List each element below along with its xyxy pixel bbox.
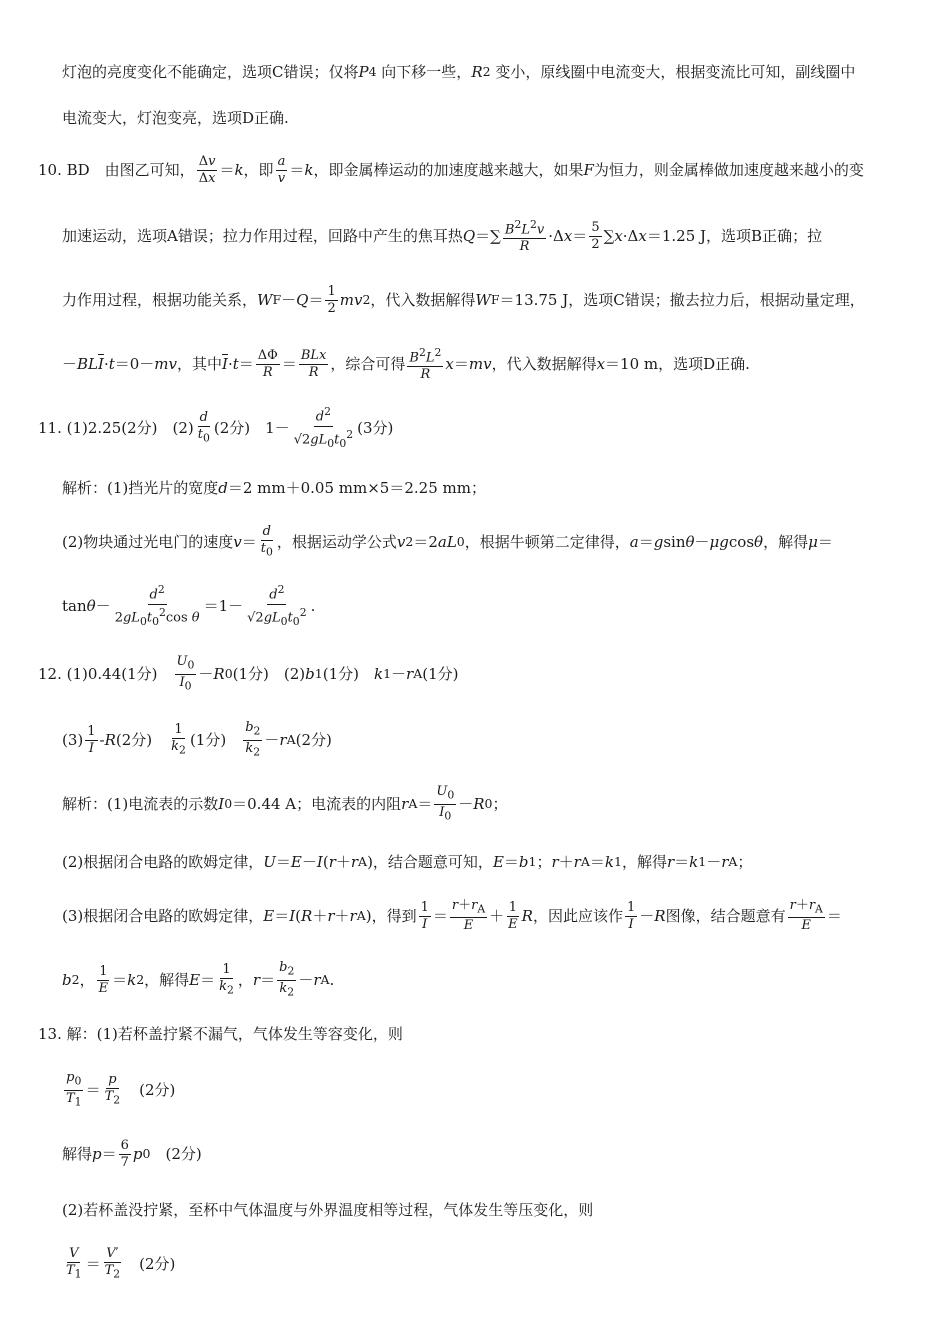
text-line-1: 灯泡的亮度变化不能确定，选项C错误；仅将 P 4 向下移一些， R 2 变小，原线圈中电流变大，根据变流比可知，副线圈中 — [62, 63, 856, 81]
text-line-3: 10. BD 由图乙可知， $\frac{\Delta v}{\Delta x}$ ＝ k ，即 $\frac{a}{v}$ ＝ k ，即金属棒运动的加速度越来越大，如果 F 为恒力，则金属棒做加速度越来越小的变 — [38, 153, 864, 186]
text-line-14: (2)根据闭合电路的欧姆定律， U ＝ E － I ( r ＋ r A )，结合题意可知， E ＝ b 1 ； r ＋ r A ＝ k 1 ，解得 r ＝ k 1 － r A ； — [62, 853, 753, 871]
text-line-4: 加速运动，选项A错误；拉力作用过程，回路中产生的焦耳热 Q ＝∑ $\frac{B^2L^2v}{R}$ ·Δ x ＝ $\frac{5}{2}$ ∑ x ·Δ x ＝1.25 J，选项B正确；拉 — [62, 217, 823, 255]
text-line-5: 力作用过程，根据功能关系， W F － Q ＝ $\frac{1}{2}$ mv 2 ，代入数据解得 W F ＝13.75 J，选项C错误；撤去拉力后，根据动量定理， — [62, 283, 865, 316]
text-line-2: 电流变大，灯泡变亮，选项D正确. — [62, 109, 289, 127]
text-line-9: (2)物块通过光电门的速度 v ＝ $\frac{d}{t_0}$ ，根据运动学公式 v 2 ＝2 aL 0 ，根据牛顿第二定律得， a ＝ g sin θ － μg cos θ ，解得 μ ＝ — [62, 523, 833, 559]
text-line-18: $\frac{p_0}{T_1}$ ＝ $\frac{p}{T_2}$ (2分) — [66, 1069, 176, 1109]
text-line-20: (2)若杯盖没拧紧，至杯中气体温度与外界温度相等过程，气体发生等压变化，则 — [62, 1201, 594, 1219]
text-line-21: $\frac{V}{T_1}$ ＝ $\frac{V'}{T_2}$ (2分) — [66, 1245, 176, 1281]
text-line-17: 13. 解：(1)若杯盖拧紧不漏气，气体发生等容变化，则 — [38, 1025, 403, 1043]
text-line-10: tan θ － $\frac{d^2}{2gL_0t_0^2\cos \theta}$ ＝1－ $\frac{d^2}{√2gL_0t_0^2}$ . — [62, 583, 316, 628]
text-line-13: 解析：(1)电流表的示数 I 0 ＝0.44 A；电流表的内阻 r A ＝ $\frac{U_0}{I_0}$ － R 0 ； — [62, 783, 508, 823]
text-line-11: 12. (1)0.44(1分) $\frac{U_0}{I_0}$ － R 0 (1分) (2) b 1 (1分) k 1 － r A (1分) — [38, 653, 459, 693]
text-line-16: b 2 ， $\frac{1}{E}$ ＝ k 2 ，解得 E ＝ $\frac{1}{k_2}$ ， r ＝ $\frac{b_2}{k_2}$ － r A . — [62, 959, 335, 999]
text-line-12: (3) $\frac{1}{I}$ - R (2分) $\frac{1}{k_2}$ (1分) $\frac{b_2}{k_2}$ － r A (2分) — [62, 719, 332, 759]
text-line-15: (3)根据闭合电路的欧姆定律， E ＝ I ( R ＋ r ＋ r A )，得到 $\frac{1}{I}$ ＝ $\frac{r+r_A}{E}$ ＋ $\frac{1}{E}$ R ，因此应该作 $\frac{1}{I}$ － R 图像，结合题意有 $\frac{r+r_A}{E}$ ＝ — [62, 897, 842, 934]
text-line-19: 解得 p ＝ $\frac{6}{7}$ p 0 (2分) — [62, 1137, 202, 1170]
text-line-8: 解析：(1)挡光片的宽度 d ＝2 mm＋0.05 mm×5＝2.25 mm； — [62, 479, 486, 497]
text-line-7: 11. (1)2.25(2分) (2) $\frac{d}{t_0}$ (2分) 1－ $\frac{d^2}{√2gL_0t_0^2}$ (3分) — [38, 405, 394, 450]
text-line-6: － BL $\overline{I}$ · t ＝0－ mv ，其中 $\overline{I}$ · t ＝ $\frac{\Delta\Phi}{R}$ ＝ $\frac{\text{BLx}}{R}$ ，综合可得 $\frac{B^2L^2}{R}$ x ＝ mv ，代入数据解得 x ＝10 m，选项D正确. — [62, 345, 750, 383]
